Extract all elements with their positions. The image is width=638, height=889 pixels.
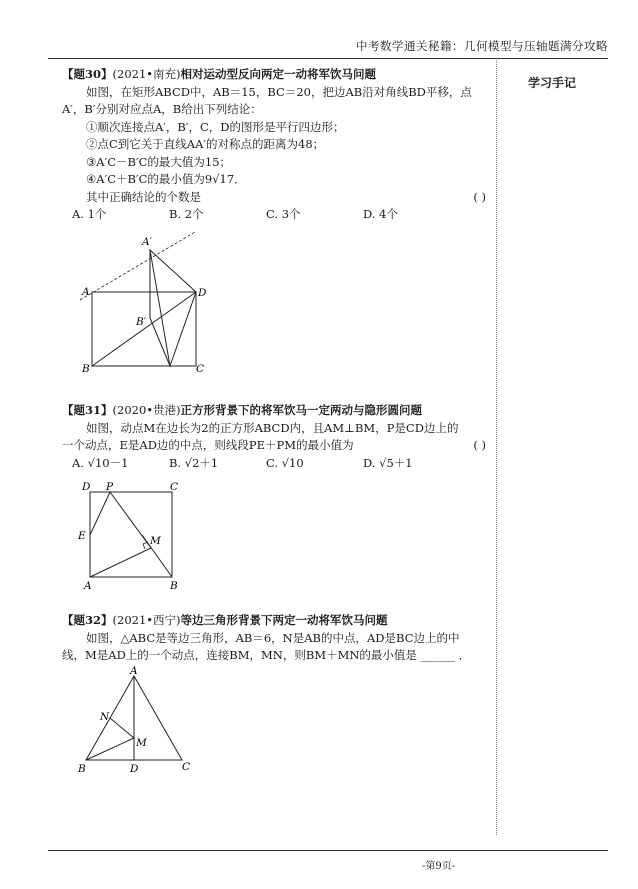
label-c: C [196, 363, 205, 375]
label-a-prime: A′ [142, 236, 152, 248]
problem-32-line-1: 如图，△ABC是等边三角形，AB＝6，N是AB的中点，AD是BC边上的中 [86, 630, 460, 645]
choice-c: C. 3个 [266, 207, 301, 221]
label-m: M [136, 737, 147, 749]
problem-32-source: (2021•西宁) [112, 613, 181, 627]
problem-30-title: 相对运动型反向两定一动将军饮马问题 [180, 67, 377, 81]
problem-31-line-1: 如图，动点M在边长为2的正方形ABCD内，且AM⊥BM，P是CD边上的 [86, 420, 459, 435]
page-number: -第9页- [422, 861, 456, 872]
problem-30-source: (2021•南充) [112, 67, 181, 81]
problem-31-heading [62, 402, 492, 420]
segment-pe [90, 492, 110, 535]
problem-30-figure [70, 232, 230, 377]
problem-30-line-1: 如图，在矩形ABCD中，AB＝15，BC＝20，把边AB沿对角线BD平移，点 [86, 84, 472, 99]
problem-30 [62, 66, 492, 224]
label-b: B [78, 763, 86, 775]
problem-30-statement-3: ③A′C－B′C的最大值为15； [86, 154, 232, 169]
problem-31-source: (2020•贵港) [112, 403, 181, 417]
choice-d: D. √5＋1 [363, 455, 413, 470]
choice-b: B. √2＋1 [169, 455, 219, 470]
choice-b: B. 2个 [169, 207, 204, 221]
problem-32-figure [72, 666, 202, 776]
label-a: A [130, 666, 138, 677]
label-b: B [82, 363, 90, 375]
label-e: E [78, 530, 86, 542]
label-b-prime: B′ [136, 316, 147, 328]
diagonal-bd [92, 292, 196, 366]
label-d: D [82, 481, 91, 493]
label-m: M [150, 535, 161, 547]
choice-a: A. √10－1 [72, 455, 129, 470]
problem-32-line-2: 线，M是AD上的一个动点，连接BM，MN，则BM＋MN的最小值是 ______ ． [62, 648, 471, 662]
label-a: A [84, 580, 92, 592]
problem-30-statement-2: ②点C到它关于直线AA′的对称点的距离为48； [86, 137, 325, 151]
answer-blank: ( ) [473, 438, 486, 452]
sidebar-divider [496, 60, 497, 835]
choice-c: C. √10 [266, 455, 304, 470]
problem-30-statement-1: ①顺次连接点A′，B′，C，D的图形是平行四边形； [86, 119, 345, 134]
segment-a-prime-c [150, 250, 170, 366]
header-divider [48, 58, 608, 59]
problem-30-question-text: 其中正确结论的个数是 [86, 189, 201, 204]
choice-a: A. 1个 [72, 207, 107, 221]
problem-31-line-2-text: 一个动点，E是AD边的中点，则线段PE＋PM的最小值为 [62, 438, 354, 452]
label-n: N [100, 711, 110, 723]
problem-30-heading [62, 66, 492, 84]
problem-31-choices [72, 455, 492, 473]
problem-32 [62, 612, 492, 665]
footer-divider [48, 850, 608, 851]
problem-31-title: 正方形背景下的将军饮马一定两动与隐形圆问题 [180, 403, 423, 417]
problem-32-heading [62, 612, 492, 630]
study-notes-title: 学习手记 [528, 76, 577, 90]
problem-31-tag: 【题31】 [62, 403, 113, 417]
label-d: D [130, 763, 139, 775]
label-p: P [106, 481, 114, 493]
label-a: A [82, 286, 90, 298]
problem-30-line-2: A′，B′分别对应点A，B给出下列结论： [62, 102, 262, 116]
label-d: D [198, 287, 207, 299]
line-aa-prime [80, 232, 195, 300]
problem-30-statement-4: ④A′C＋B′C的最小值为9√17． [86, 172, 246, 186]
label-c: C [170, 481, 179, 493]
page-header: 中考数学通关秘籍：几何模型与压轴题满分攻略 [356, 39, 608, 53]
problem-32-tag: 【题32】 [62, 613, 113, 627]
segment-mn [110, 718, 134, 738]
segment-bm [86, 738, 134, 760]
problem-31 [62, 402, 492, 472]
answer-blank: ( ) [473, 189, 486, 204]
label-c: C [182, 761, 191, 773]
problem-30-tag: 【题30】 [62, 67, 113, 81]
problem-31-line-2 [62, 437, 492, 455]
choice-d: D. 4个 [363, 207, 398, 221]
problem-30-question [62, 189, 492, 207]
label-b: B [170, 580, 178, 592]
problem-31-figure [76, 478, 196, 593]
segment-am [90, 548, 151, 577]
problem-32-title: 等边三角形背景下两定一动将军饮马问题 [180, 613, 388, 627]
problem-30-choices [72, 206, 492, 224]
